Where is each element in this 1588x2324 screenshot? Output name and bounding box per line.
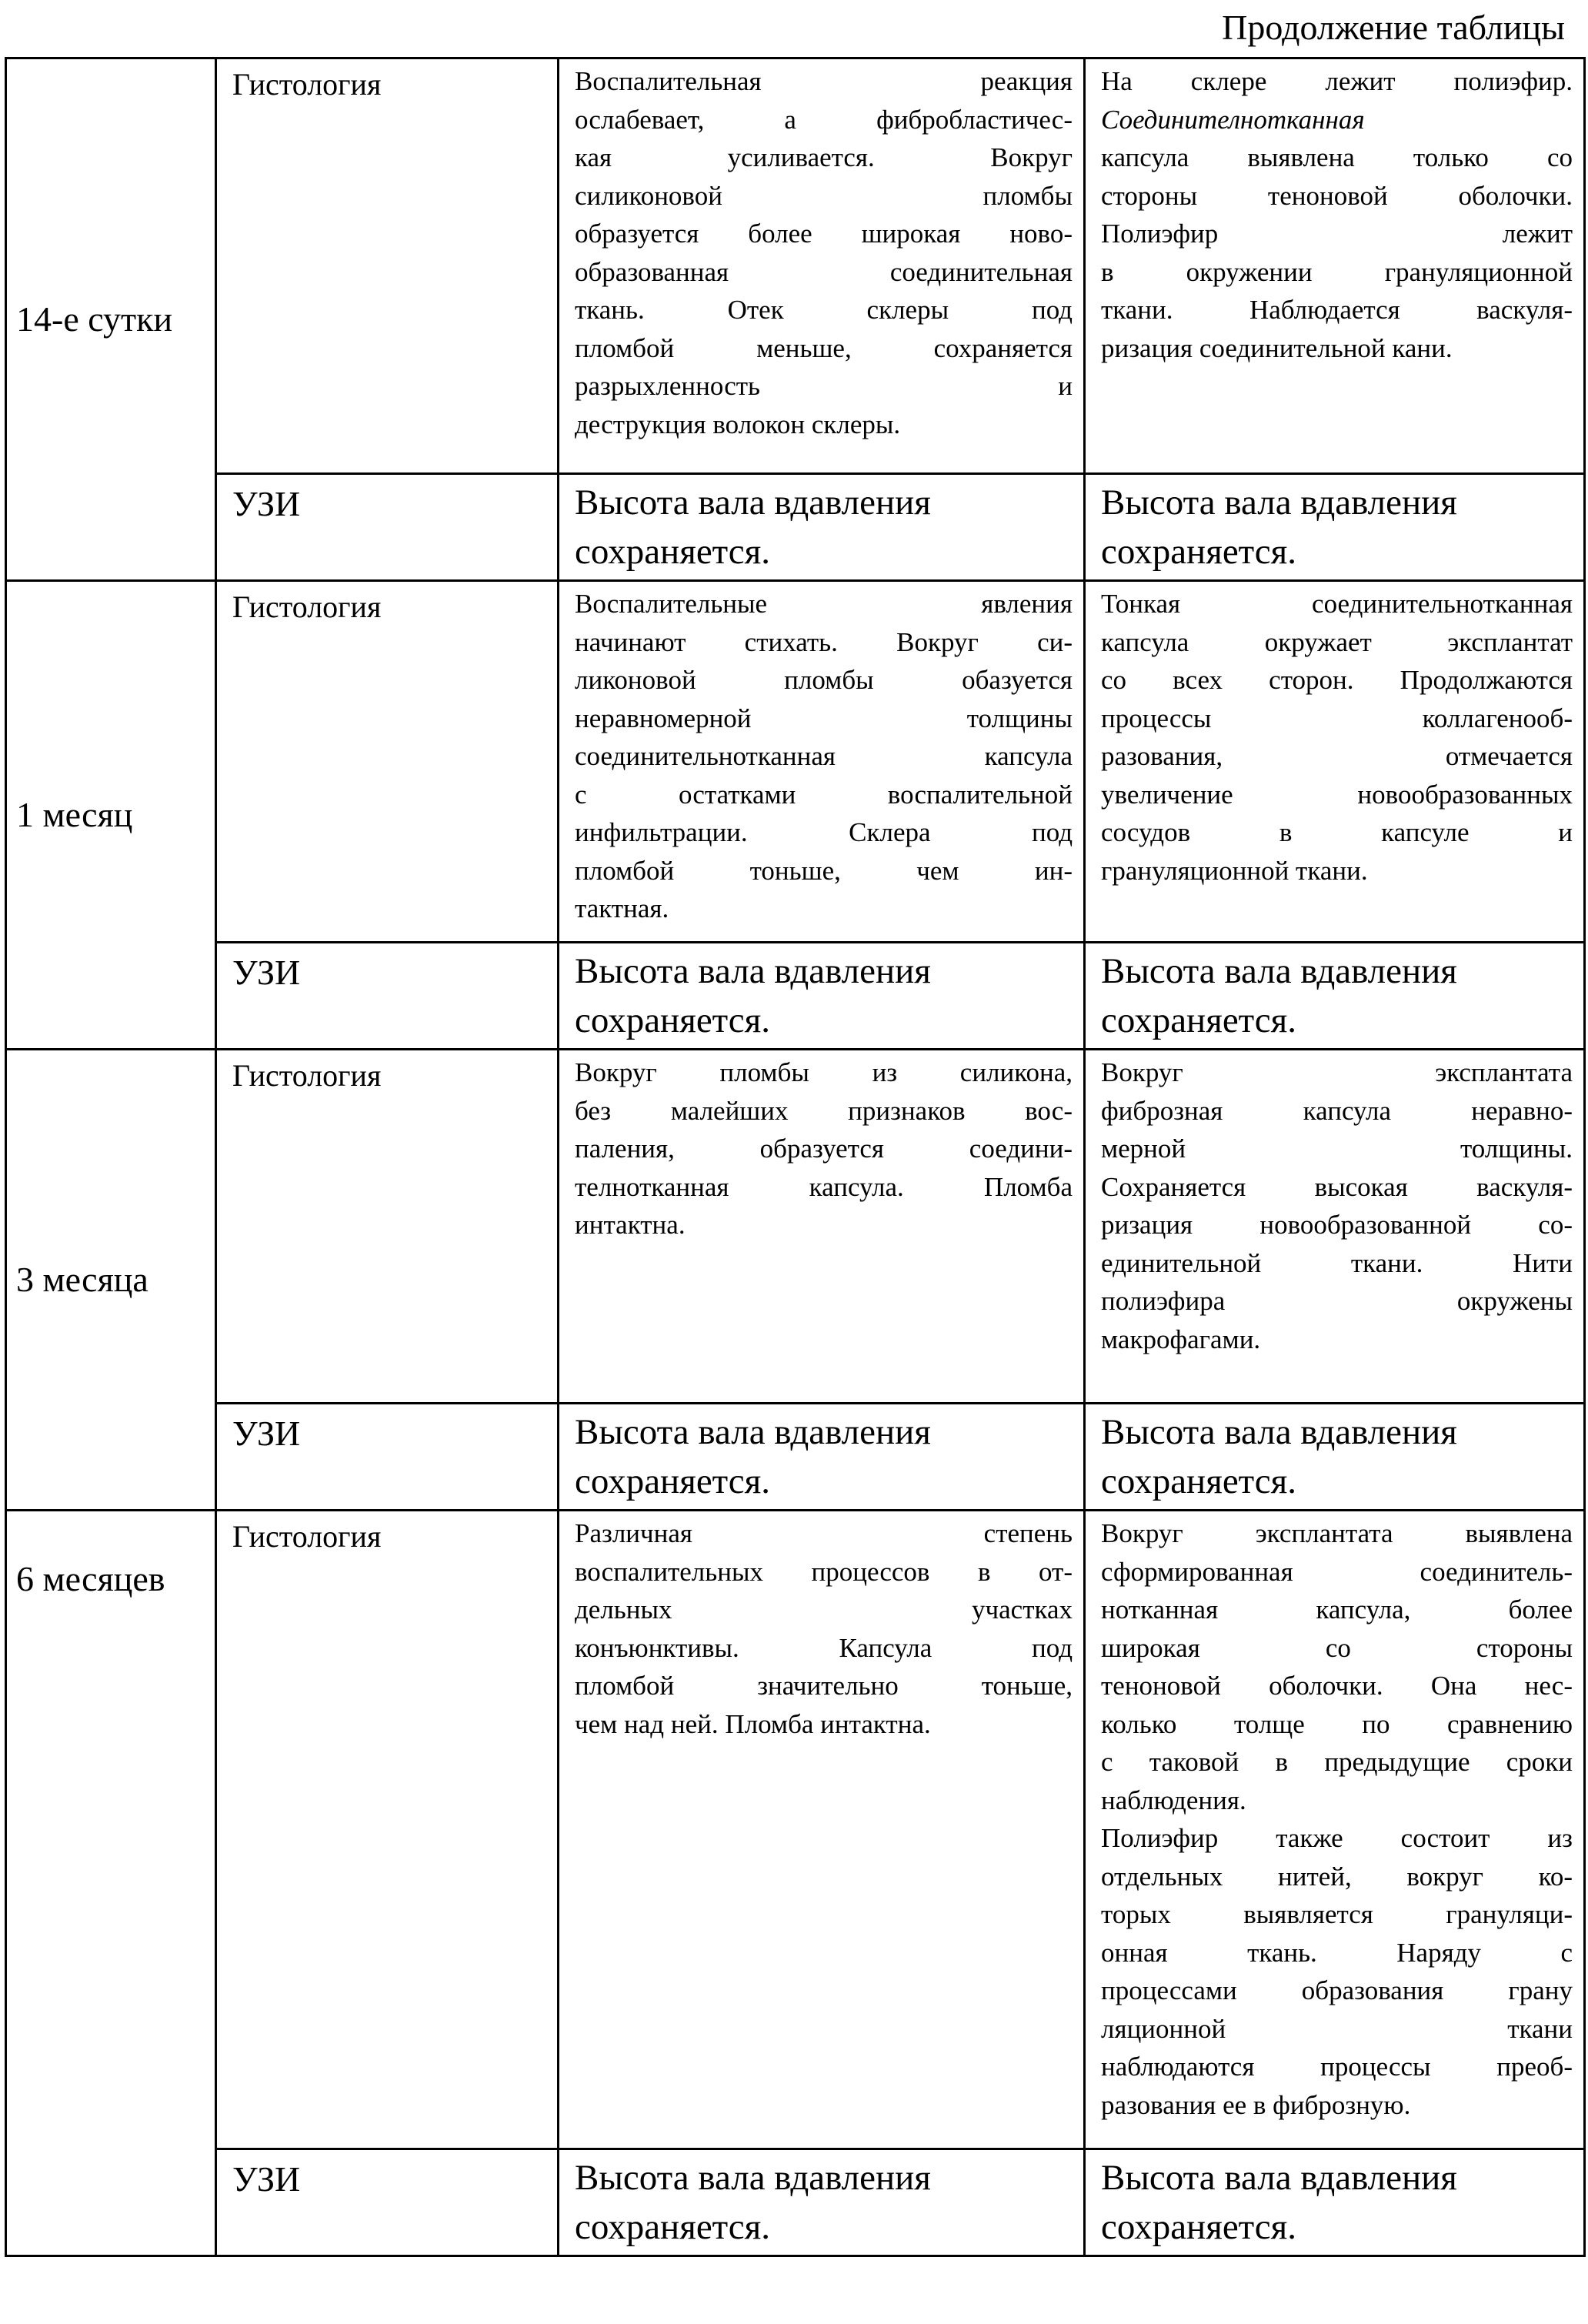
text-line: кая усиливается. Вокруг	[575, 139, 1073, 177]
ultrasound-result-silicone: Высота вала вдавления сохраняется.	[559, 474, 1085, 581]
text-line: Полиэфир также состоит из	[1101, 1819, 1573, 1858]
method-label-ultrasound: УЗИ	[216, 943, 559, 1050]
ultrasound-result-polyester: Высота вала вдавления сохраняется.	[1085, 2149, 1585, 2256]
text-line: ослабевает, а фибробластичес-	[575, 101, 1073, 139]
text-line: разования ее в фиброзную.	[1101, 2086, 1573, 2125]
text-line: начинают стихать. Вокруг си-	[575, 623, 1073, 662]
text-line: макрофагами.	[1101, 1321, 1573, 1359]
text-line: Сохраняется высокая васкуля-	[1101, 1168, 1573, 1207]
text-line: в окружении грануляционной	[1101, 253, 1573, 292]
text-line: наблюдения.	[1101, 1781, 1573, 1820]
histology-description-silicone	[559, 1511, 1085, 2149]
text-line: капсула окружает эксплантат	[1101, 623, 1573, 662]
text-line: сосудов в капсуле и	[1101, 813, 1573, 852]
table-row-histology	[6, 1511, 1585, 2149]
text-line: без малейших признаков вос-	[575, 1092, 1073, 1130]
text-line: пломбой тоньше, чем ин-	[575, 852, 1073, 890]
results-table	[5, 57, 1586, 2257]
method-label-histology: Гистология	[216, 1050, 559, 1404]
period-cell: 14-е сутки	[6, 58, 216, 581]
text-line: воспалительных процессов в от-	[575, 1553, 1073, 1591]
text-line: широкая со стороны	[1101, 1629, 1573, 1668]
text-line: Воспалительные явления	[575, 585, 1073, 623]
table-continuation-caption: Продолжение таблицы	[1222, 6, 1565, 49]
text-line: интактна.	[575, 1206, 1073, 1244]
text-line: колько толще по сравнению	[1101, 1705, 1573, 1744]
text-line: силиконовой пломбы	[575, 177, 1073, 215]
text-line: Вокруг пломбы из силикона,	[575, 1053, 1073, 1092]
text-line: мерной толщины.	[1101, 1130, 1573, 1168]
text-line: отдельных нитей, вокруг ко-	[1101, 1858, 1573, 1896]
period-cell: 3 месяца	[6, 1050, 216, 1511]
text-line: разрыхленность и	[575, 367, 1073, 406]
method-label-histology: Гистология	[216, 1511, 559, 2149]
text-line: единительной ткани. Нити	[1101, 1244, 1573, 1283]
text-line: образованная соединительная	[575, 253, 1073, 292]
text-line: Полиэфир лежит	[1101, 215, 1573, 253]
text-line: деструкция волокон склеры.	[575, 406, 1073, 444]
histology-description-polyester	[1085, 1511, 1585, 2149]
table-row-ultrasound	[6, 474, 1585, 581]
method-label-ultrasound: УЗИ	[216, 1404, 559, 1511]
text-line: ризация соединительной кани.	[1101, 329, 1573, 368]
text-line: нотканная капсула, более	[1101, 1591, 1573, 1629]
histology-description-polyester	[1085, 1050, 1585, 1404]
histology-description-silicone	[559, 58, 1085, 474]
text-line: ткани. Наблюдается васкуля-	[1101, 291, 1573, 329]
text-line: образуется более широкая ново-	[575, 215, 1073, 253]
text-line: Вокруг эксплантата выявлена	[1101, 1514, 1573, 1553]
ultrasound-result-silicone: Высота вала вдавления сохраняется.	[559, 2149, 1085, 2256]
text-line: Вокруг эксплантата	[1101, 1053, 1573, 1092]
text-line: фиброзная капсула неравно-	[1101, 1092, 1573, 1130]
text-line: наблюдаются процессы преоб-	[1101, 2048, 1573, 2086]
text-line: процессы коллагенооб-	[1101, 700, 1573, 738]
table-row-histology	[6, 1050, 1585, 1404]
text-line: сформированная соединитель-	[1101, 1553, 1573, 1591]
text-line: онная ткань. Наряду с	[1101, 1934, 1573, 1972]
method-label-histology: Гистология	[216, 581, 559, 943]
text-line: пломбой меньше, сохраняется	[575, 329, 1073, 368]
histology-description-polyester	[1085, 581, 1585, 943]
text-line: Тонкая соединительнотканная	[1101, 585, 1573, 623]
text-line: пломбой значительно тоньше,	[575, 1667, 1073, 1705]
text-line: торых выявляется грануляци-	[1101, 1895, 1573, 1934]
text-line: ликоновой пломбы обазуется	[575, 661, 1073, 700]
text-line: капсула выявлена только со	[1101, 139, 1573, 177]
ultrasound-result-polyester: Высота вала вдавления сохраняется.	[1085, 1404, 1585, 1511]
table-row-ultrasound	[6, 943, 1585, 1050]
table-row-histology	[6, 581, 1585, 943]
table-row-ultrasound	[6, 1404, 1585, 1511]
text-line: неравномерной толщины	[575, 700, 1073, 738]
text-line: чем над ней. Пломба интактна.	[575, 1705, 1073, 1744]
ultrasound-result-silicone: Высота вала вдавления сохраняется.	[559, 943, 1085, 1050]
method-label-ultrasound: УЗИ	[216, 474, 559, 581]
text-line: полиэфира окружены	[1101, 1282, 1573, 1321]
table-row-ultrasound	[6, 2149, 1585, 2256]
text-line: ткань. Отек склеры под	[575, 291, 1073, 329]
text-line: конъюнктивы. Капсула под	[575, 1629, 1073, 1668]
text-line: телнотканная капсула. Пломба	[575, 1168, 1073, 1207]
text-line: с таковой в предыдущие сроки	[1101, 1743, 1573, 1781]
ultrasound-result-polyester: Высота вала вдавления сохраняется.	[1085, 474, 1585, 581]
text-line: паления, образуется соедини-	[575, 1130, 1073, 1168]
text-line: На склере лежит полиэфир.	[1101, 62, 1573, 101]
histology-description-silicone	[559, 1050, 1085, 1404]
ultrasound-result-polyester: Высота вала вдавления сохраняется.	[1085, 943, 1585, 1050]
text-line: соединительнотканная капсула	[575, 737, 1073, 776]
text-line: с остатками воспалительной	[575, 776, 1073, 814]
table-row-histology	[6, 58, 1585, 474]
text-line: теноновой оболочки. Она нес-	[1101, 1667, 1573, 1705]
period-cell: 6 месяцев	[6, 1511, 216, 2256]
method-label-ultrasound: УЗИ	[216, 2149, 559, 2256]
text-line: тактная.	[575, 890, 1073, 928]
text-line: ризация новообразованной со-	[1101, 1206, 1573, 1244]
histology-description-silicone	[559, 581, 1085, 943]
text-line: стороны теноновой оболочки.	[1101, 177, 1573, 215]
ultrasound-result-silicone: Высота вала вдавления сохраняется.	[559, 1404, 1085, 1511]
text-line: увеличение новообразованных	[1101, 776, 1573, 814]
method-label-histology: Гистология	[216, 58, 559, 474]
period-cell: 1 месяц	[6, 581, 216, 1050]
text-line: ляционной ткани	[1101, 2010, 1573, 2049]
text-line: Различная степень	[575, 1514, 1073, 1553]
text-line: разования, отмечается	[1101, 737, 1573, 776]
text-line: Соединителнотканная	[1101, 101, 1573, 139]
histology-description-polyester	[1085, 58, 1585, 474]
text-line: грануляционной ткани.	[1101, 852, 1573, 890]
text-line: со всех сторон. Продолжаются	[1101, 661, 1573, 700]
text-line: Воспалительная реакция	[575, 62, 1073, 101]
text-line: процессами образования грану	[1101, 1972, 1573, 2010]
text-line: инфильтрации. Склера под	[575, 813, 1073, 852]
text-line: дельных участках	[575, 1591, 1073, 1629]
